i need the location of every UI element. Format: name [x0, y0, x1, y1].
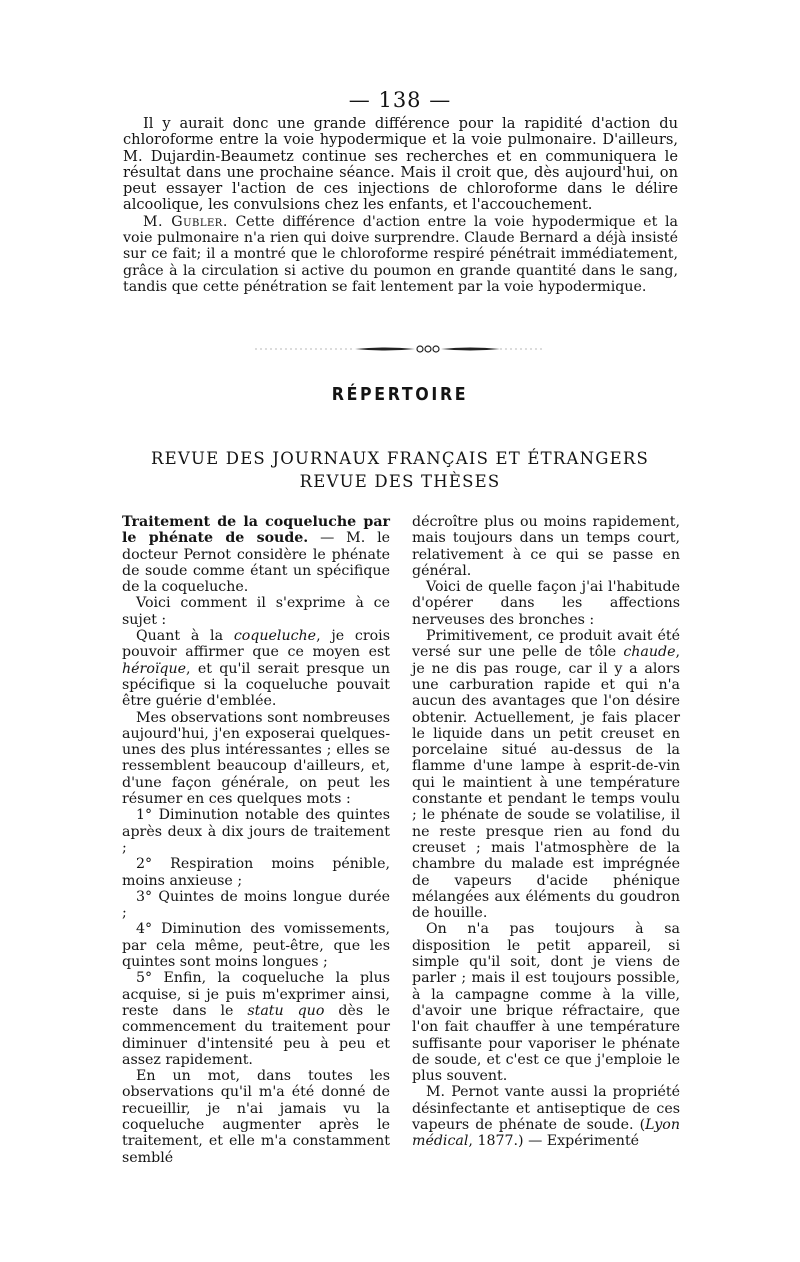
paragraph: Mes observations sont nombreuses aujourd'hui, j'en exposerai quelques-unes des plus intéressantes ; elles se ressemblent beaucoup d'ailleurs, et, d'une façon générale, on peut les résumer en ces quelques mots :	[122, 709, 390, 808]
speaker-name: M. Gubler.	[143, 213, 228, 230]
list-item: 4° Diminution des vomissements, par cela même, peut-être, que les quintes sont moins longues ;	[122, 921, 390, 971]
text-run: , et qu'il serait presque un spécifique si la coqueluche pouvait être guérie d'emblée.	[122, 660, 390, 710]
lead-paragraph: Il y aurait donc une grande différence pour la rapidité d'action du chloroforme entre la voie hypodermique et la voie pulmonaire. D'ailleurs, M. Dujardin-Beaumetz continue ses recherches et en communiquera le résultat dans une prochaine séance. Mais il croit que, dès aujourd'hui, on peut essayer l'action de ces injections de chloroforme dans le délire alcoolique, les convulsions chez les enfants, et l'accouchement.	[123, 115, 678, 214]
list-item	[122, 970, 390, 1068]
paragraph	[122, 628, 390, 709]
right-column	[412, 514, 680, 1150]
paragraph	[412, 1084, 680, 1149]
paragraph: Voici de quelle façon j'ai l'habitude d'opérer dans les affections nerveuses des bronches :	[412, 579, 680, 628]
gubler-paragraph	[123, 214, 678, 295]
left-column	[122, 514, 390, 1166]
italic-text: statu quo	[247, 1002, 325, 1019]
italic-text: chaude	[623, 644, 676, 661]
list-item: 3° Quintes de moins longue durée ;	[122, 888, 390, 922]
list-item: 2° Respiration moins pénible, moins anxieuse ;	[122, 856, 390, 889]
page-number: — 138 —	[348, 88, 452, 112]
text-run: Primitivement, ce produit avait été versé sur une pelle de tôle	[412, 628, 680, 661]
section-subtitle-journals: REVUE DES JOURNAUX FRANÇAIS ET ÉTRANGERS	[150, 449, 650, 468]
text-run: 5° Enfin, la coqueluche la plus acquise, si je puis m'exprimer ainsi, reste dans le	[122, 970, 390, 1019]
paragraph: décroître plus ou moins rapidement, mais toujours dans un temps court, relativement à ce qui se passe en général.	[412, 514, 680, 579]
italic-text: coqueluche	[233, 628, 317, 645]
text-run: dès le commencement du traitement pour diminuer d'intensité peu à peu et assez rapidement.	[122, 1002, 390, 1068]
paragraph: En un mot, dans toutes les observations qu'il m'a été donné de recueillir, je n'ai jamais vu la coqueluche augmenter après le traitement, et elle m'a constamment semblé	[122, 1068, 390, 1166]
text-run: , je crois pouvoir affirmer que ce moyen est	[122, 628, 390, 661]
text-run: , 1877.) — Expérimenté	[468, 1133, 640, 1150]
text-run: , je ne dis pas rouge, car il y a alors une carburation rapide et qui n'a aucun des avantages que l'on désire obtenir. Actuellement, je fais placer le liquide dans un petit creuset en porcelaine situé au-dessus de la flamme d'une lampe à esprit-de-vin qui le maintient à une température constante et pendant le temps voulu ; le phénate de soude se volatilise, il ne reste presque rien au fond du creuset ; mais l'atmosphère de la chambre du malade est imprégnée de vapeurs d'acide phénique mélangées aux éléments du goudron de houille.	[412, 644, 680, 922]
article-intro: — M. le docteur Pernot considère le phénate de soude comme étant un spécifique de la coqueluche.	[122, 530, 390, 596]
text-run: M. Pernot vante aussi la propriété désinfectante et antiseptique de ces vapeurs de phénate de soude. (	[412, 1084, 680, 1133]
paragraph: Voici comment il s'exprime à ce sujet :	[122, 595, 390, 628]
article-title: Traitement de la coqueluche par le phénate de soude.	[122, 514, 390, 547]
gubler-text: Cette différence d'action entre la voie hypodermique et la voie pulmonaire n'a rien qui doive surprendre. Claude Bernard a déjà insisté sur ce fait; il a montré que le chloroforme respiré pénétrait immédiatement, grâce à la circulation si active du poumon en grande quantité dans le sang, tandis que cette pénétration se fait lentement par la voie hypodermique.	[123, 213, 678, 295]
italic-text: Lyon médical	[412, 1116, 680, 1150]
section-subtitle-theses: REVUE DES THÈSES	[299, 472, 501, 491]
section-title: RÉPERTOIRE	[331, 384, 469, 405]
paragraph: On n'a pas toujours à sa disposition le petit appareil, si simple qu'il soit, dont je viens de parler ; mais il est toujours possible, à la campagne comme à la ville, d'avoir une brique réfractaire, que l'on fait chauffer à une température suffisante pour vaporiser le phénate de soude, et c'est ce que j'emploie le plus souvent.	[412, 921, 680, 1085]
ornament-divider	[255, 343, 545, 355]
italic-text: héroïque	[122, 660, 187, 677]
article-heading-paragraph	[122, 514, 390, 595]
text-run: Quant à la	[136, 628, 234, 645]
paragraph	[412, 628, 680, 921]
lead-text	[123, 116, 678, 295]
list-item: 1° Diminution notable des quintes après deux à dix jours de traitement ;	[122, 807, 390, 856]
